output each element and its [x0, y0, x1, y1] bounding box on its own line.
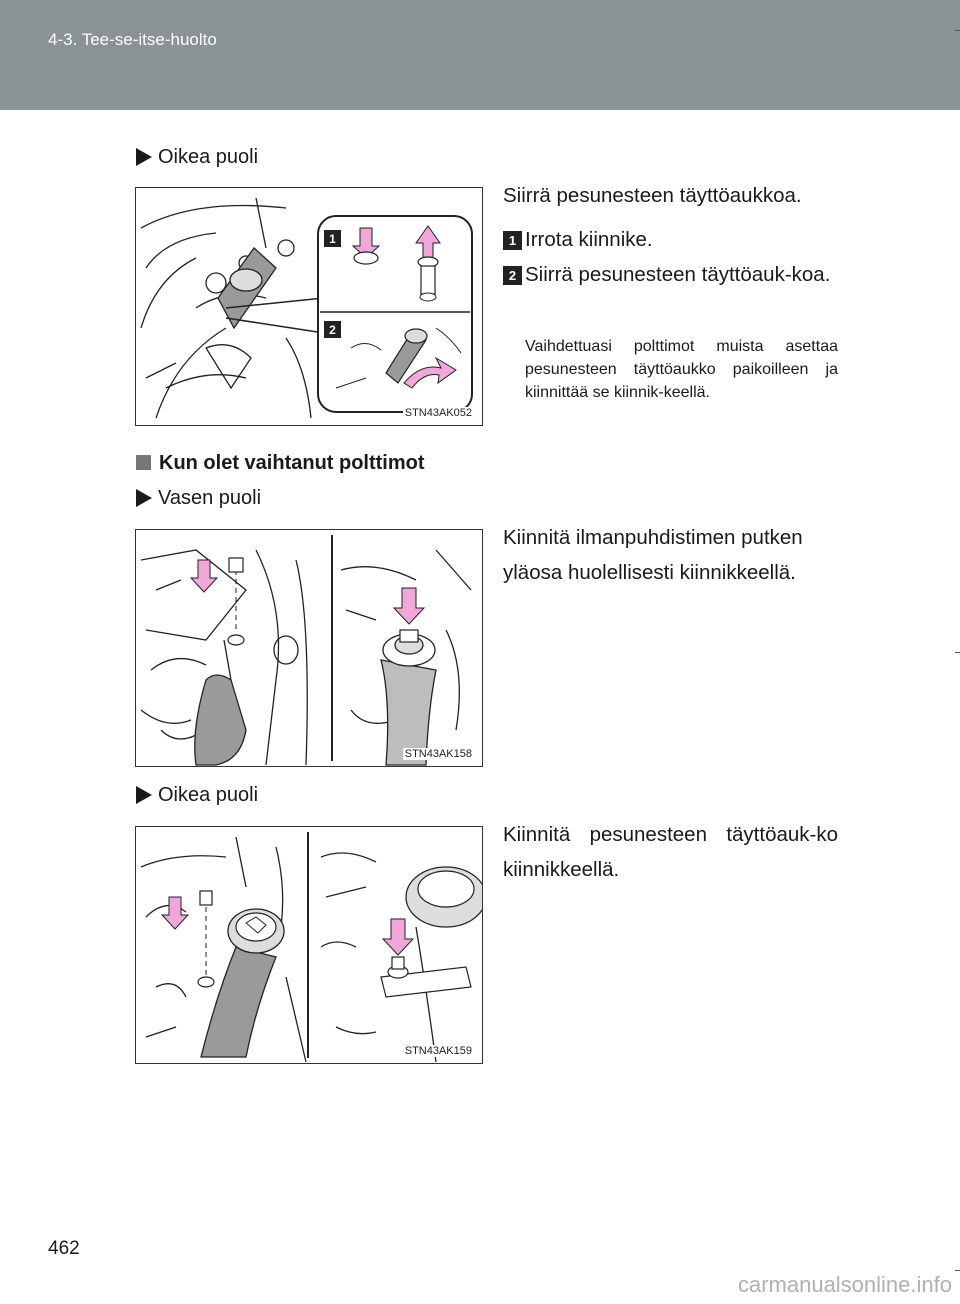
subheading-right-side-1: Oikea puoli: [136, 146, 258, 169]
page-number: 462: [48, 1238, 80, 1259]
figure-code: STN43AK158: [404, 748, 472, 760]
step-number-icon: 2: [503, 266, 522, 285]
figure-washer-filler-clip: [135, 826, 483, 1064]
crop-mark: [955, 652, 960, 653]
section-heading: Kun olet vaihtanut polttimot: [136, 452, 425, 475]
washer-filler-illustration: [136, 827, 482, 1063]
right-side-instruction: Kiinnitä pesunesteen täyttöauk-ko kiinnikkeellä.: [503, 823, 838, 881]
figure-code: STN43AK159: [404, 1045, 472, 1057]
chapter-title: 4-3. Tee-se-itse-huolto: [48, 30, 217, 49]
svg-text:2: 2: [329, 323, 336, 337]
crop-mark: [955, 1270, 960, 1271]
step-number-icon: 1: [503, 231, 522, 250]
page-header: [0, 0, 960, 110]
svg-text:1: 1: [329, 232, 336, 246]
step-text: Siirrä pesunesteen täyttöauk-koa.: [525, 263, 831, 286]
square-bullet-icon: [136, 455, 151, 470]
step-text: Irrota kiinnike.: [525, 228, 653, 251]
note-text: Vaihdettuasi polttimot muista asettaa pesunesteen täyttöaukko paikoilleen ja kiinnittää se kiinnik-keellä.: [525, 338, 838, 401]
watermark: carmanualsonline.info: [737, 1272, 952, 1297]
left-side-instruction: Kiinnitä ilmanpuhdistimen putken yläosa huolellisesti kiinnikkeellä.: [503, 526, 803, 584]
step-2: [503, 257, 838, 292]
subheading-left-side: Vasen puoli: [136, 487, 261, 510]
triangle-bullet-icon: [136, 148, 152, 166]
air-cleaner-illustration: [136, 530, 482, 766]
figure-code: STN43AK052: [404, 407, 472, 419]
intro-text: Siirrä pesunesteen täyttöaukkoa.: [503, 184, 802, 207]
engine-bay-illustration: [136, 188, 482, 425]
triangle-bullet-icon: [136, 489, 152, 507]
subheading-right-side-2: Oikea puoli: [136, 784, 258, 807]
crop-mark: [955, 30, 960, 31]
figure-washer-filler-move: [135, 187, 483, 426]
triangle-bullet-icon: [136, 786, 152, 804]
step-1: [503, 222, 838, 257]
figure-air-cleaner-clip: [135, 529, 483, 767]
